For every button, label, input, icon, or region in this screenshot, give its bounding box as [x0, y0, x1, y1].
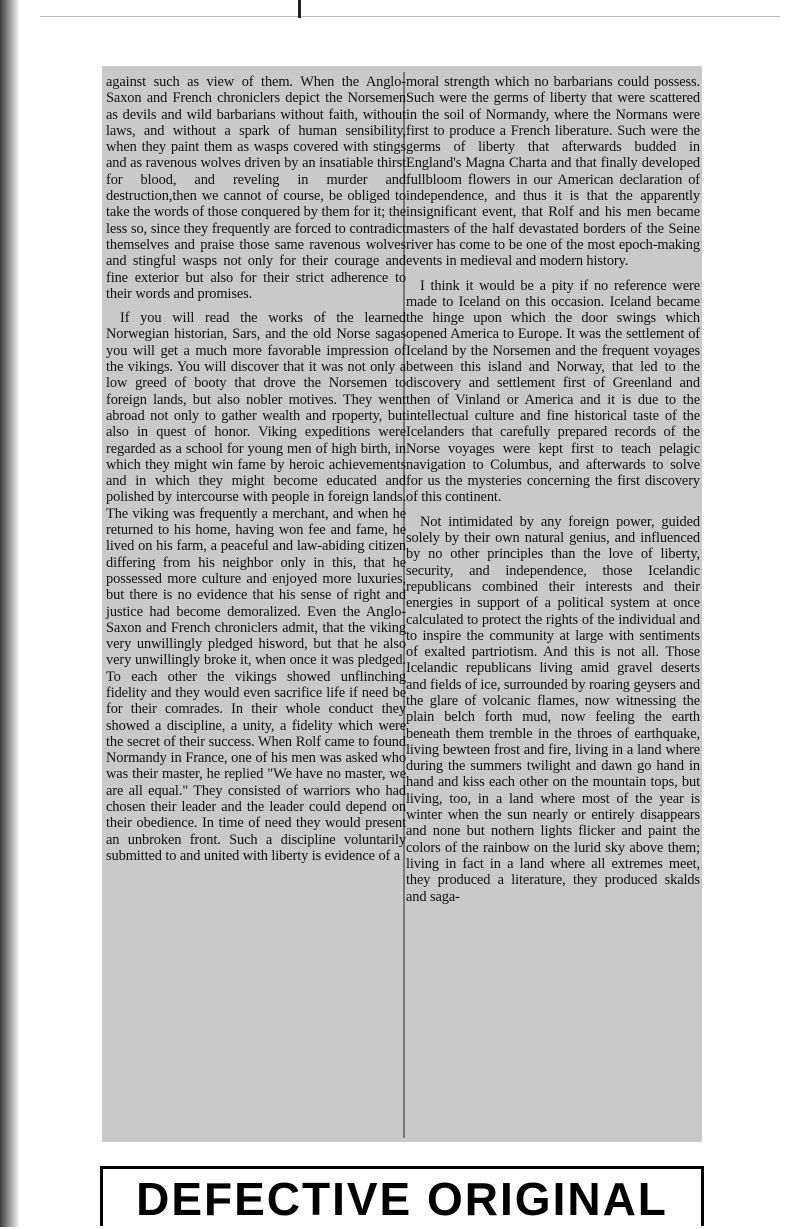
left-paragraph: against such as view of them. When the Anglo-Saxon and French chroniclers depict the Norsemen as devils and wild barbarians without faith, without laws, and without a spark of human sensibility, when they paint them as wasps covered with stings and as ravenous wolves driven by an insatiable thirst for blood, and reveling in murder and destruction,then we cannot of course, be obliged to take the words of those conquered by them for it; the less so, since they frequently are forced to contradict themselves and praise those same ravenous wolves and stingful wasps not only for their courage and fine exterior but also for their strict adherence to their words and promises. — [106, 74, 406, 302]
top-rule — [40, 16, 780, 17]
top-crop-mark — [298, 0, 301, 18]
left-paragraph: If you will read the works of the learned Norwegian historian, Sars, and the old Norse sagas you will get a much more favorable impression of the vikings. You will discover that it was not only a low greed of booty that drove the Norsemen to foreign lands, but also nobler motives. They went abroad not only to gather wealth and rpoperty, but also in quest of honor. Viking expeditions were regarded as a school for young men of high birth, in which they might win fame by heroic achievements and in which they might become educated and polished by intercourse with people in foreign lands. The viking was frequently a merchant, and when he returned to his home, having won fee and fame, he lived on his farm, a peaceful and law-abiding citizen differing from his neighbor only in this, that he possessed more culture and enjoyed more luxuries, but there is no evidence that his sense of right and justice had become demoralized. Even the Anglo-Saxon and French chroniclers admit, that the viking very unwillingly pledged hisword, but that he also very unwillingly broke it, when once it was pledged. To each other the vikings showed unflinching fidelity and they would even sacrifice life if need be for their comrades. In their whole conduct they showed a discipline, a unity, a fidelity which were the secret of their success. When Rolf came to found Normandy in France, one of his men was asked who was their master, he replied "We have no master, we are all equal." They consisted of warriors who had chosen their leader and the leader could depend on their obedience. In time of need they would present an unbroken front. Such a discipline voluntarily submitted to and united with liberty is evidence of a — [106, 310, 406, 864]
page-edge-shadow — [0, 0, 20, 1227]
defective-original-stamp: DEFECTIVE ORIGINAL — [100, 1166, 704, 1226]
right-column — [406, 74, 700, 905]
left-column — [106, 74, 406, 864]
right-paragraph: moral strength which no barbarians could possess. Such were the germs of liberty that were scattered in the soil of Normandy, where the Normans were first to produce a French liberature. Such were the germs of liberty that afterwards budded in England's Magna Charta and that finally developed fullbloom flowers in our American declaration of independence, and thus it is that the apparently insignificant event, that Rolf and his men became masters of the half devastated borders of the Seine river has come to be one of the most epoch-making events in medieval and modern history. — [406, 74, 700, 270]
right-paragraph: I think it would be a pity if no reference were made to Iceland on this occasion. Iceland became the hinge upon which the door swings which opened America to Europe. It was the settlement of Iceland by the Norsemen and the frequent voyages between this island and Norway, that led to the discovery and settlement first of Greenland and then of Vinland or America and it is due to the intellectual culture and fine historical taste of the Icelanders that carefully prepared records of the Norse voyages were kept first to teach pelagic navigation to Columbus, and afterwards to solve for us the mysteries concerning the first discovery of this continent. — [406, 277, 700, 506]
right-paragraph: Not intimidated by any foreign power, guided solely by their own natural genius, and influenced by no other principles than the love of liberty, security, and independence, those Icelandic republicans combined their interests and their energies in support of a political system at once calculated to protect the rights of the individual and to inspire the community at large with sentiments of exalted partriotism. And this is not all. Those Icelandic republicans living amid gravel deserts and fields of ice, surrounded by roaring geysers and the glare of volcanic flames, now witnessing the plain belch forth mud, now feeling the earth beneath them tremble in the throes of earthquake, living bewteen frost and fire, living in a land where during the summers twilight and dawn go hand in hand and kiss each other on the mountain tops, but living, too, in a land where most of the year is winter when the sun nearly or entirely disappears and none but nothern lights flicker and paint the colors of the rainbow on the lurid sky above them; living in fact in a land where all extremes meet, they produced a literature, they produced skalds and saga- — [406, 513, 700, 905]
